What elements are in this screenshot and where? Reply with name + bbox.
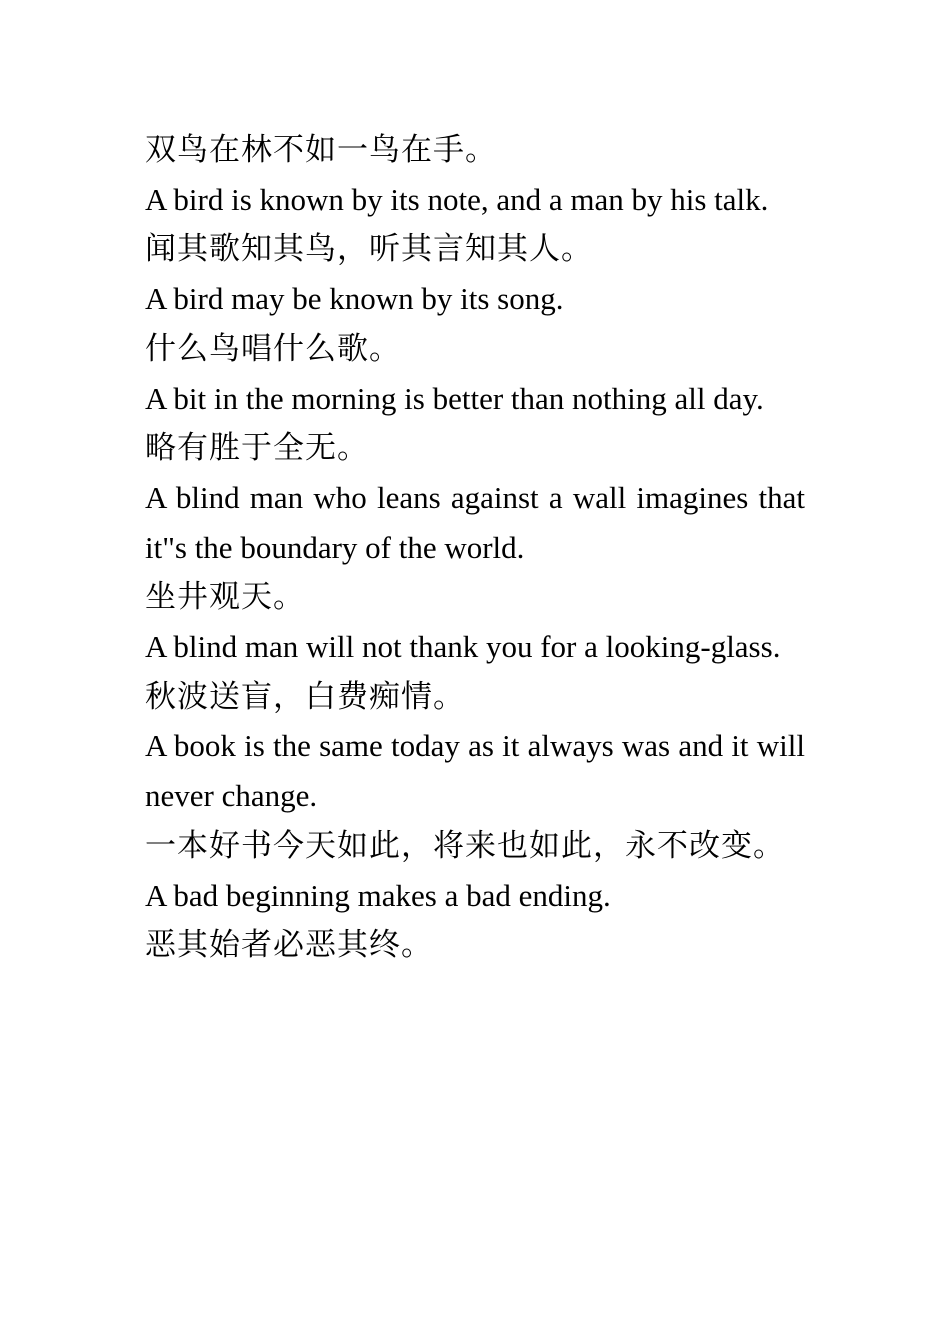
proverb-english: A bird may be known by its song.: [145, 281, 564, 317]
proverb-english: A bit in the morning is better than nothing all day.: [145, 380, 764, 416]
proverb-english: A book is the same today as it always was and it will never change.: [145, 728, 805, 814]
proverb-translation: 一本好书今天如此，将来也如此，永不改变。: [145, 827, 785, 863]
proverb-translation: 什么鸟唱什么歌。: [145, 330, 401, 366]
document-body: [145, 125, 805, 970]
proverb-english: A blind man who leans against a wall imagines that it"s the boundary of the world.: [145, 479, 805, 565]
proverb-translation: 略有胜于全无。: [145, 430, 369, 466]
proverb-translation: 双鸟在林不如一鸟在手。: [145, 132, 497, 167]
proverb-translation: 秋波送盲，白费痴情。: [145, 678, 465, 714]
proverb-translation: 恶其始者必恶其终。: [145, 927, 433, 963]
proverb-english: A bad beginning makes a bad ending.: [145, 877, 611, 913]
proverb-english: A blind man will not thank you for a looking-glass.: [145, 629, 781, 665]
proverb-translation: 闻其歌知其鸟，听其言知其人。: [145, 231, 593, 267]
proverb-translation: 坐井观天。: [145, 579, 305, 615]
proverb-english: A bird is known by its note, and a man by his talk.: [145, 181, 769, 217]
